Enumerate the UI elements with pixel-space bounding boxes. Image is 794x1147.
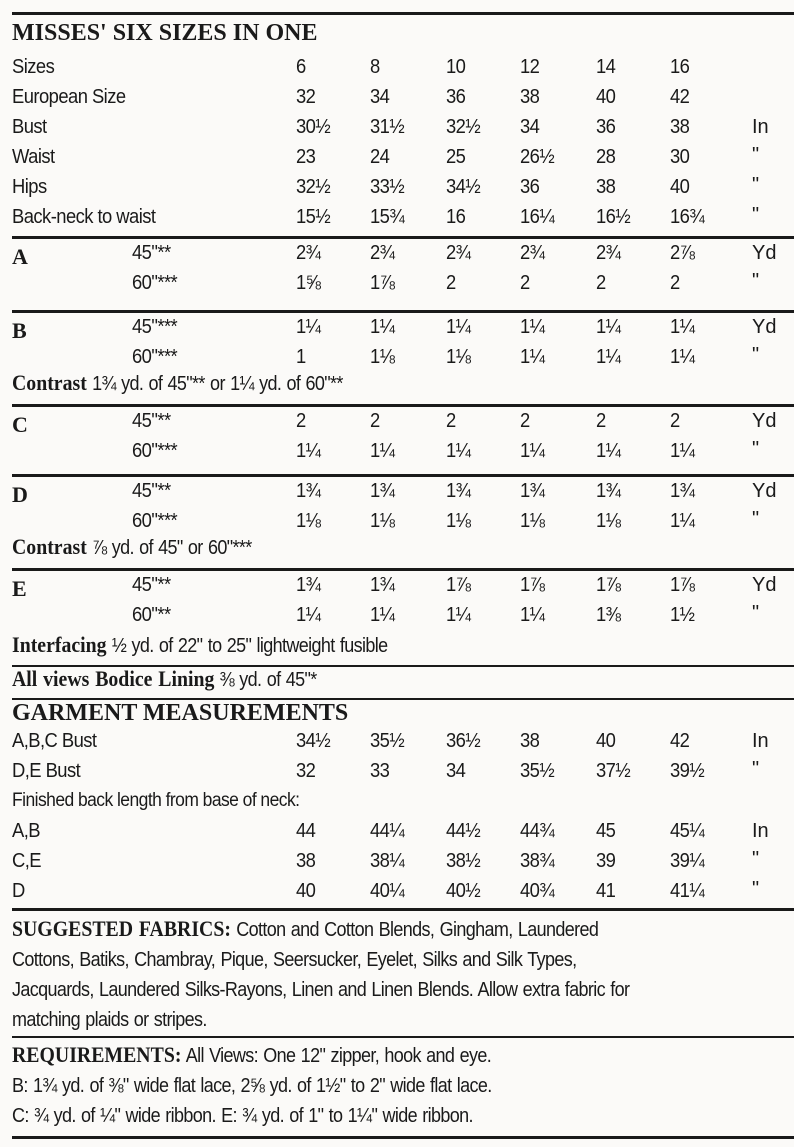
table-cell: 15¾ bbox=[370, 206, 405, 228]
view-letter: C bbox=[12, 412, 28, 437]
table-cell: 1⅛ bbox=[520, 510, 545, 532]
top-rule bbox=[12, 12, 794, 15]
table-cell: 1¼ bbox=[670, 440, 695, 462]
table-cell: 1¼ bbox=[370, 604, 395, 626]
note-text: ⅞ yd. of 45" or 60"*** bbox=[86, 537, 252, 559]
table-cell: 38 bbox=[296, 850, 316, 872]
section-divider bbox=[12, 908, 794, 911]
row-label: 60"*** bbox=[132, 510, 178, 532]
fabrics-line bbox=[12, 945, 629, 975]
table-cell: 39½ bbox=[670, 760, 705, 782]
table-cell: 1 bbox=[296, 346, 306, 368]
fabrics-line bbox=[12, 914, 629, 945]
note-label: Contrast bbox=[12, 534, 87, 559]
row-label: C,E bbox=[12, 850, 42, 872]
table-cell: 1¼ bbox=[596, 316, 621, 338]
table-cell: 31½ bbox=[370, 116, 405, 138]
table-cell: 36½ bbox=[446, 730, 481, 752]
table-cell: 1¼ bbox=[670, 510, 695, 532]
table-cell: 16 bbox=[446, 206, 466, 228]
unit-label: Yd bbox=[752, 242, 777, 264]
table-cell: 44 bbox=[296, 820, 316, 842]
note-line bbox=[12, 368, 343, 399]
requirements-line bbox=[12, 1101, 492, 1131]
fabrics-text: Cottons, Batiks, Chambray, Pique, Seersucker, Eyelet, Silks and Silk Types, bbox=[12, 949, 577, 971]
table-cell: 42 bbox=[670, 86, 690, 108]
table-cell: 40 bbox=[670, 176, 690, 198]
table-cell: 1⅞ bbox=[520, 574, 545, 596]
table-cell: 1¼ bbox=[520, 440, 545, 462]
garment-title: GARMENT MEASUREMENTS bbox=[12, 700, 349, 726]
unit-label: " bbox=[752, 438, 760, 460]
note-label: Contrast bbox=[12, 370, 87, 395]
table-cell: 32½ bbox=[296, 176, 331, 198]
unit-label: Yd bbox=[752, 316, 777, 338]
table-cell: 1¾ bbox=[520, 480, 545, 502]
table-cell: 38¾ bbox=[520, 850, 555, 872]
unit-label: " bbox=[752, 344, 760, 366]
table-cell: 34 bbox=[520, 116, 540, 138]
fabrics-text: Cotton and Cotton Blends, Gingham, Laundered bbox=[236, 919, 599, 941]
table-cell: 40 bbox=[596, 86, 616, 108]
table-cell: 1¾ bbox=[370, 574, 395, 596]
table-cell: 35½ bbox=[370, 730, 405, 752]
table-cell: 37½ bbox=[596, 760, 631, 782]
table-cell: 44½ bbox=[446, 820, 481, 842]
table-cell: 2 bbox=[446, 410, 456, 432]
table-cell: 36 bbox=[446, 86, 466, 108]
table-cell: 39¼ bbox=[670, 850, 705, 872]
requirements-line bbox=[12, 1040, 492, 1071]
table-cell: 34½ bbox=[296, 730, 331, 752]
requirements-label: REQUIREMENTS: bbox=[12, 1042, 182, 1067]
table-cell: 25 bbox=[446, 146, 466, 168]
table-cell: 6 bbox=[296, 56, 306, 78]
table-cell: 1¼ bbox=[370, 440, 395, 462]
row-label: D,E Bust bbox=[12, 760, 81, 782]
view-letter: A bbox=[12, 244, 28, 269]
note-text: 1¾ yd. of 45"** or 1¼ yd. of 60"** bbox=[86, 373, 343, 395]
requirements-text: C: ¾ yd. of ¼" wide ribbon. E: ¾ yd. of 1" to 1¼" wide ribbon. bbox=[12, 1105, 473, 1127]
table-cell: 2¾ bbox=[296, 242, 321, 264]
unit-label: " bbox=[752, 144, 760, 166]
table-cell: 30½ bbox=[296, 116, 331, 138]
table-cell: 44¼ bbox=[370, 820, 405, 842]
row-label: 60"** bbox=[132, 604, 171, 626]
unit-label: Yd bbox=[752, 410, 777, 432]
requirements bbox=[12, 1040, 492, 1131]
table-cell: 2¾ bbox=[446, 242, 471, 264]
table-cell: 38 bbox=[596, 176, 616, 198]
section-divider bbox=[12, 1036, 794, 1038]
table-cell: 2 bbox=[520, 410, 530, 432]
table-cell: 10 bbox=[446, 56, 466, 78]
table-cell: 1¼ bbox=[296, 604, 321, 626]
table-cell: 40¾ bbox=[520, 880, 555, 902]
table-cell: 12 bbox=[520, 56, 540, 78]
row-label: Hips bbox=[12, 176, 47, 198]
table-cell: 1⅞ bbox=[670, 574, 695, 596]
unit-label: In bbox=[752, 730, 769, 752]
row-label: Bust bbox=[12, 116, 47, 138]
table-cell: 30 bbox=[670, 146, 690, 168]
table-cell: 40 bbox=[296, 880, 316, 902]
table-cell: 2 bbox=[670, 410, 680, 432]
suggested-fabrics bbox=[12, 914, 629, 1035]
table-cell: 34 bbox=[446, 760, 466, 782]
unit-label: " bbox=[752, 602, 760, 624]
unit-label: " bbox=[752, 878, 760, 900]
table-cell: 1¼ bbox=[596, 346, 621, 368]
row-label: 60"*** bbox=[132, 272, 178, 294]
table-cell: 1¼ bbox=[520, 604, 545, 626]
table-cell: 33 bbox=[370, 760, 390, 782]
table-cell: 42 bbox=[670, 730, 690, 752]
table-cell: 1¼ bbox=[370, 316, 395, 338]
table-cell: 1⅛ bbox=[370, 510, 395, 532]
unit-label: Yd bbox=[752, 480, 777, 502]
row-label: 45"** bbox=[132, 410, 171, 432]
table-cell: 32½ bbox=[446, 116, 481, 138]
table-cell: 2⅞ bbox=[670, 242, 695, 264]
note-line bbox=[12, 664, 317, 695]
unit-label: " bbox=[752, 848, 760, 870]
table-cell: 1¼ bbox=[296, 440, 321, 462]
row-label: 45"** bbox=[132, 242, 171, 264]
unit-label: Yd bbox=[752, 574, 777, 596]
table-cell: 2 bbox=[370, 410, 380, 432]
table-cell: 1¾ bbox=[596, 480, 621, 502]
table-cell: 2 bbox=[670, 272, 680, 294]
table-cell: 28 bbox=[596, 146, 616, 168]
row-label: 45"*** bbox=[132, 316, 178, 338]
table-cell: 34 bbox=[370, 86, 390, 108]
table-cell: 1¼ bbox=[596, 440, 621, 462]
table-cell: 23 bbox=[296, 146, 316, 168]
view-divider bbox=[12, 474, 794, 477]
unit-label: " bbox=[752, 270, 760, 292]
requirements-line bbox=[12, 1071, 492, 1101]
fabrics-label: SUGGESTED FABRICS: bbox=[12, 916, 231, 941]
table-cell: 2¾ bbox=[596, 242, 621, 264]
table-cell: 38¼ bbox=[370, 850, 405, 872]
table-cell: 38 bbox=[670, 116, 690, 138]
table-cell: 15½ bbox=[296, 206, 331, 228]
table-cell: 35½ bbox=[520, 760, 555, 782]
table-cell: 1¾ bbox=[446, 480, 471, 502]
unit-label: " bbox=[752, 204, 760, 226]
table-cell: 44¾ bbox=[520, 820, 555, 842]
table-cell: 2 bbox=[520, 272, 530, 294]
table-cell: 2 bbox=[596, 272, 606, 294]
table-cell: 1¼ bbox=[446, 316, 471, 338]
unit-label: In bbox=[752, 820, 769, 842]
table-cell: 45¼ bbox=[670, 820, 705, 842]
view-divider bbox=[12, 404, 794, 407]
table-cell: 1¾ bbox=[370, 480, 395, 502]
table-cell: 1⅜ bbox=[596, 604, 621, 626]
table-cell: 1¼ bbox=[446, 440, 471, 462]
table-cell: 2 bbox=[596, 410, 606, 432]
unit-label: " bbox=[752, 508, 760, 530]
table-cell: 32 bbox=[296, 86, 316, 108]
row-label: Waist bbox=[12, 146, 55, 168]
table-cell: 14 bbox=[596, 56, 616, 78]
note-label: All views Bodice Lining bbox=[12, 666, 215, 691]
row-label: 45"** bbox=[132, 480, 171, 502]
table-cell: 40¼ bbox=[370, 880, 405, 902]
table-cell: 24 bbox=[370, 146, 390, 168]
table-cell: 45 bbox=[596, 820, 616, 842]
table-cell: 1⅞ bbox=[370, 272, 395, 294]
table-cell: 40½ bbox=[446, 880, 481, 902]
table-cell: 1¾ bbox=[296, 574, 321, 596]
view-divider bbox=[12, 310, 794, 313]
row-label: 45"** bbox=[132, 574, 171, 596]
note-text: ⅜ yd. of 45"* bbox=[214, 669, 317, 691]
table-cell: 2¾ bbox=[520, 242, 545, 264]
view-letter: E bbox=[12, 576, 27, 601]
table-cell: 1¾ bbox=[670, 480, 695, 502]
table-cell: 2 bbox=[296, 410, 306, 432]
table-cell: 41 bbox=[596, 880, 616, 902]
row-label: A,B bbox=[12, 820, 41, 842]
table-cell: 1¾ bbox=[296, 480, 321, 502]
back-length-caption: Finished back length from base of neck: bbox=[12, 790, 300, 811]
fabrics-text: Jacquards, Laundered Silks-Rayons, Linen and Linen Blends. Allow extra fabric for bbox=[12, 979, 630, 1001]
table-cell: 33½ bbox=[370, 176, 405, 198]
requirements-text: B: 1¾ yd. of ⅜" wide flat lace, 2⅝ yd. of 1½" to 2" wide flat lace. bbox=[12, 1075, 492, 1097]
table-cell: 38 bbox=[520, 86, 540, 108]
table-cell: 16½ bbox=[596, 206, 631, 228]
row-label: A,B,C Bust bbox=[12, 730, 97, 752]
unit-label: " bbox=[752, 758, 760, 780]
unit-label: " bbox=[752, 174, 760, 196]
view-divider bbox=[12, 236, 794, 239]
fabrics-line bbox=[12, 975, 629, 1005]
note-line bbox=[12, 630, 388, 661]
view-letter: B bbox=[12, 318, 27, 343]
table-cell: 40 bbox=[596, 730, 616, 752]
note-line bbox=[12, 532, 252, 563]
row-label: Back-neck to waist bbox=[12, 206, 156, 228]
row-label: Sizes bbox=[12, 56, 55, 78]
row-label: European Size bbox=[12, 86, 126, 108]
table-cell: 16¼ bbox=[520, 206, 555, 228]
row-label: D bbox=[12, 880, 25, 902]
fabrics-line bbox=[12, 1005, 629, 1035]
table-cell: 34½ bbox=[446, 176, 481, 198]
row-label: 60"*** bbox=[132, 346, 178, 368]
table-cell: 1¼ bbox=[520, 346, 545, 368]
fabrics-text: matching plaids or stripes. bbox=[12, 1009, 207, 1031]
table-cell: 1⅞ bbox=[446, 574, 471, 596]
table-cell: 1½ bbox=[670, 604, 695, 626]
table-cell: 26½ bbox=[520, 146, 555, 168]
table-cell: 1⅛ bbox=[296, 510, 321, 532]
table-cell: 1⅛ bbox=[446, 510, 471, 532]
unit-label: In bbox=[752, 116, 769, 138]
table-cell: 1⅝ bbox=[296, 272, 321, 294]
view-letter: D bbox=[12, 482, 28, 507]
view-divider bbox=[12, 568, 794, 571]
page-title: MISSES' SIX SIZES IN ONE bbox=[12, 20, 318, 46]
table-cell: 41¼ bbox=[670, 880, 705, 902]
table-cell: 1⅛ bbox=[370, 346, 395, 368]
table-cell: 38 bbox=[520, 730, 540, 752]
table-cell: 8 bbox=[370, 56, 380, 78]
table-cell: 1⅛ bbox=[596, 510, 621, 532]
requirements-text: All Views: One 12" zipper, hook and eye. bbox=[185, 1045, 492, 1067]
table-cell: 16¾ bbox=[670, 206, 705, 228]
table-cell: 39 bbox=[596, 850, 616, 872]
row-label: 60"*** bbox=[132, 440, 178, 462]
note-text: ½ yd. of 22" to 25" lightweight fusible bbox=[106, 635, 388, 657]
bottom-rule bbox=[12, 1136, 794, 1139]
table-cell: 1¼ bbox=[670, 346, 695, 368]
table-cell: 1¼ bbox=[446, 604, 471, 626]
table-cell: 2¾ bbox=[370, 242, 395, 264]
table-cell: 1⅛ bbox=[446, 346, 471, 368]
table-cell: 1¼ bbox=[296, 316, 321, 338]
table-cell: 1¼ bbox=[670, 316, 695, 338]
table-cell: 1⅞ bbox=[596, 574, 621, 596]
table-cell: 1¼ bbox=[520, 316, 545, 338]
table-cell: 36 bbox=[520, 176, 540, 198]
table-cell: 36 bbox=[596, 116, 616, 138]
table-cell: 32 bbox=[296, 760, 316, 782]
table-cell: 38½ bbox=[446, 850, 481, 872]
table-cell: 16 bbox=[670, 56, 690, 78]
table-cell: 2 bbox=[446, 272, 456, 294]
note-label: Interfacing bbox=[12, 632, 107, 657]
